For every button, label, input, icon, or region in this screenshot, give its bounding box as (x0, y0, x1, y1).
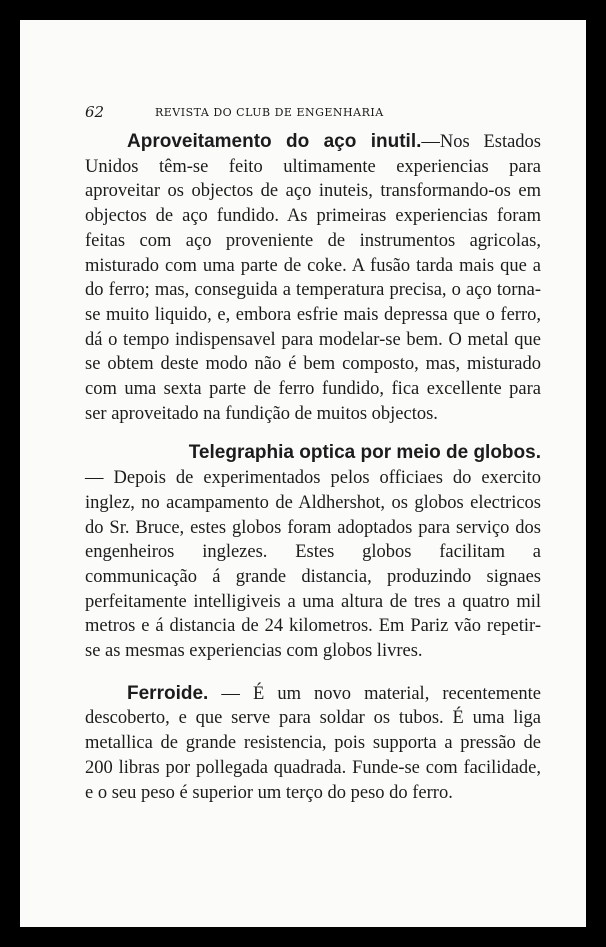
running-title: REVISTA DO CLUB DE ENGENHARIA (155, 106, 384, 119)
section-heading: Telegraphia optica por meio de globos. (188, 442, 541, 464)
section-text: —Nos Estados Unidos têm-se feito ultimamente experiencias para aproveitar os objectos de aço inuteis, transformando-os em objectos de aço fundido. As primeiras experiencias foram feitas com aço proveniente de instrumentos agricolas, misturado com uma parte de coke. A fusão tarda mais que a do ferro; mas, conseguida a temperatura precisa, o aço torna-se muito liquido, e, embora esfrie mais depressa que o ferro, dá o tempo indispensavel para modelar-se bem. O metal que se obtem deste modo não é bem composto, mas, misturado com uma sexta parte de ferro fundido, fica excellente para ser aproveitado na fundição de muitos objectos. (85, 132, 541, 424)
section-text: — É um novo material, recentemente descoberto, e que serve para soldar os tubos. É uma liga metallica de grande resistencia, pois supporta a pressão de 200 libras por pollegada quadrada. Funde-se com facilidade, e o seu peso é superior um terço do peso do ferro. (85, 683, 541, 803)
section-aproveitamento (85, 130, 541, 426)
page-number: 62 (85, 103, 105, 121)
section-ferroide (85, 682, 541, 806)
section-text: — Depois de experimentados pelos officiaes do exercito inglez, no acampamento de Aldhershot, os globos electricos do Sr. Bruce, estes globos foram adoptados para serviço dos engenheiros inglezes. Estes globos facilitam a communicação á grande distancia, produzindo signaes perfeitamente intelligiveis a uma altura de tres a quatro mil metros e á distancia de 24 kilometros. Em Pariz vão repetir-se as mesmas experiencias com globos livres. (85, 468, 541, 662)
section-heading: Ferroide. (127, 682, 209, 704)
article-body (85, 130, 541, 820)
section-telegraphia (85, 441, 541, 663)
book-page (20, 20, 586, 927)
section-heading: Aproveitamento do aço inutil. (127, 131, 422, 152)
